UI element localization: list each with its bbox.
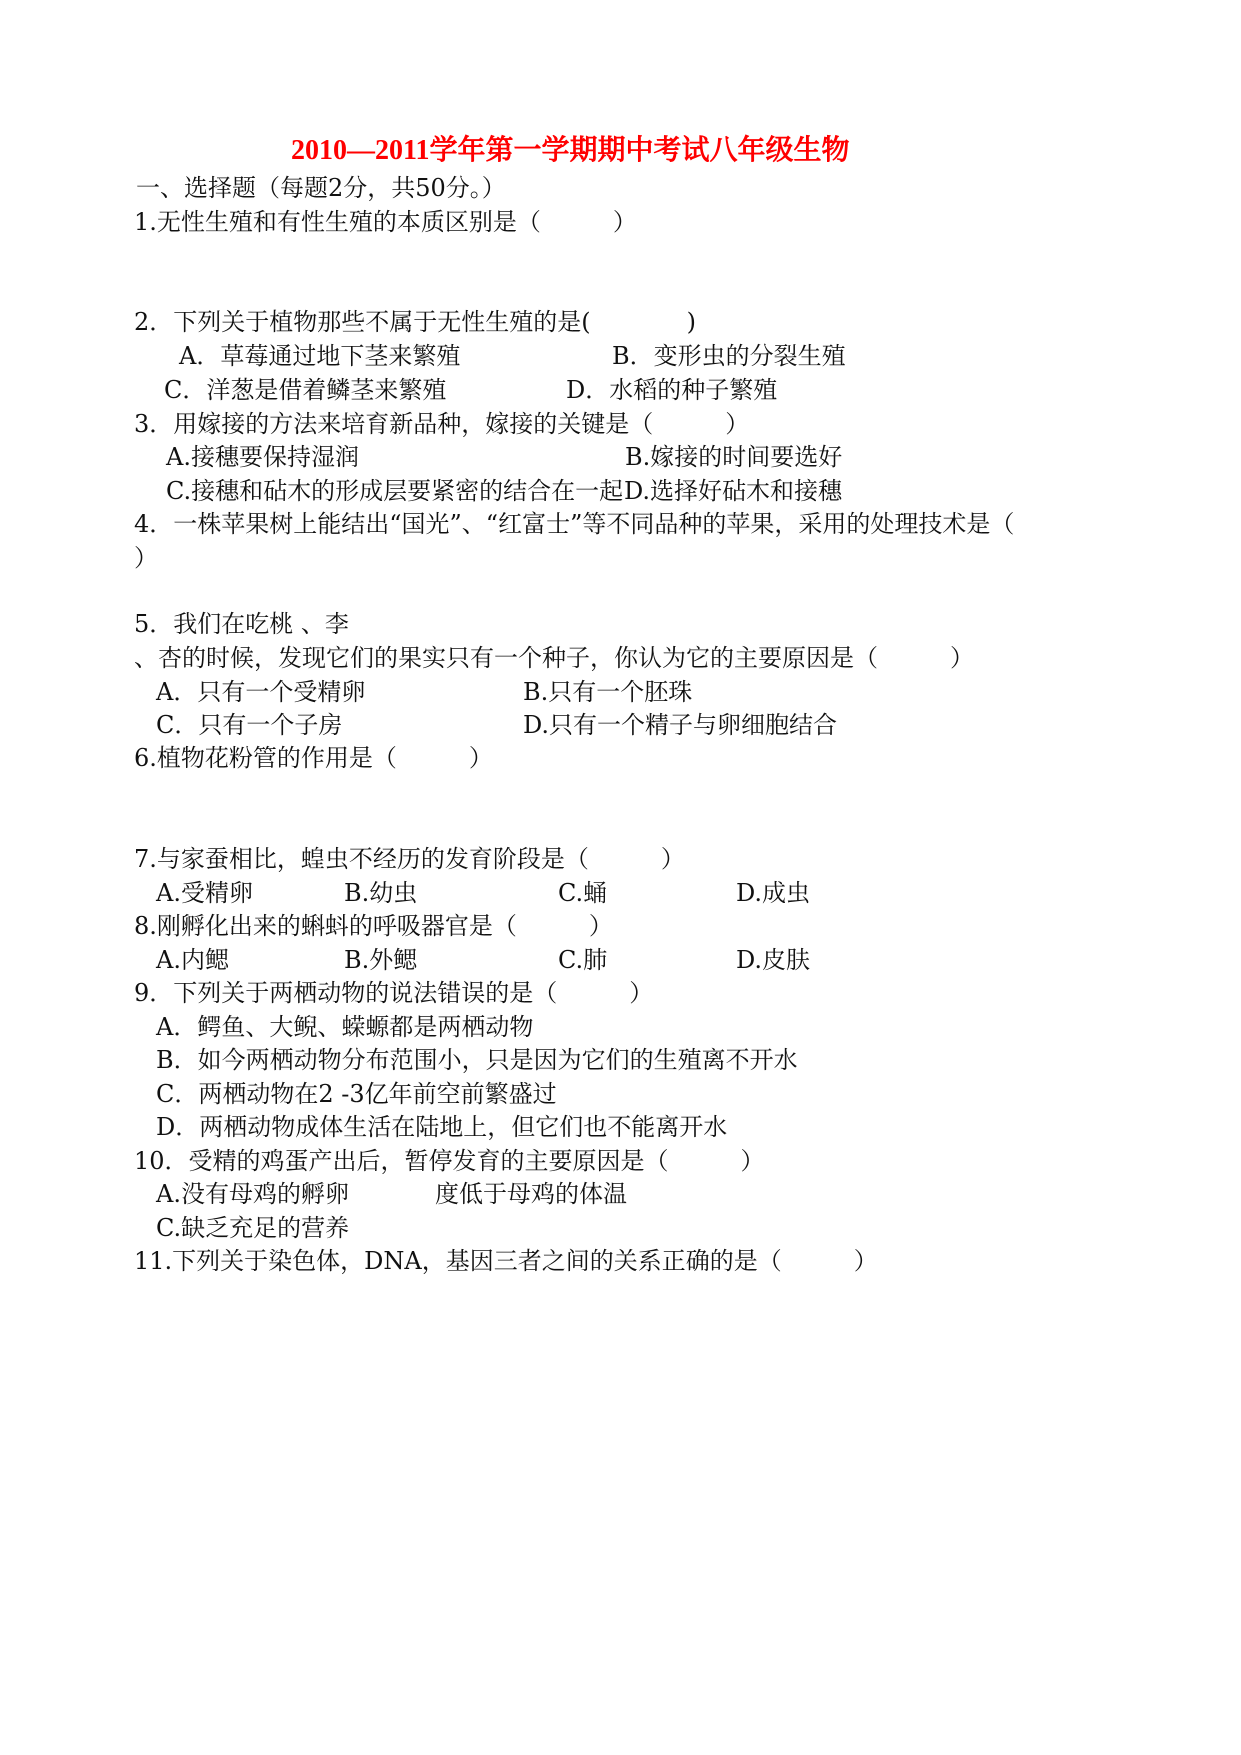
question-7-option-b: B.幼虫 bbox=[344, 879, 418, 907]
question-2-option-d: D．水稻的种子繁殖 bbox=[566, 376, 778, 404]
question-2-option-a: A．草莓通过地下茎来繁殖 bbox=[179, 342, 461, 370]
question-7-stem: 7.与家蚕相比，蝗虫不经历的发育阶段是（ ） bbox=[134, 845, 685, 873]
question-5-option-b: B.只有一个胚珠 bbox=[523, 678, 693, 706]
question-8-option-d: D.皮肤 bbox=[736, 946, 811, 974]
question-5-option-d: D.只有一个精子与卵细胞结合 bbox=[523, 711, 838, 739]
question-1-stem: 1.无性生殖和有性生殖的本质区别是（ ） bbox=[134, 208, 637, 236]
exam-title: 2010—2011学年第一学期期中考试八年级生物 bbox=[291, 135, 850, 166]
question-5-stem: 5．我们在吃桃 、李 bbox=[134, 610, 349, 638]
question-6-stem: 6.植物花粉管的作用是（ ） bbox=[134, 744, 493, 772]
question-10-option-c: C.缺乏充足的营养 bbox=[156, 1214, 350, 1242]
question-8-option-b: B.外鳃 bbox=[344, 946, 418, 974]
question-11-stem: 11.下列关于染色体，DNA，基因三者之间的关系正确的是（ ） bbox=[134, 1247, 878, 1275]
question-2-stem: 2．下列关于植物那些不属于无性生殖的是( ) bbox=[134, 308, 696, 336]
question-7-option-c: C.蛹 bbox=[558, 879, 608, 907]
question-9-stem: 9．下列关于两栖动物的说法错误的是（ ） bbox=[134, 979, 654, 1007]
question-9-option-c: C．两栖动物在2 -3亿年前空前繁盛过 bbox=[156, 1080, 557, 1108]
question-4-stem-continued: ） bbox=[134, 544, 158, 572]
question-9-option-a: A．鳄鱼、大鲵、蝾螈都是两栖动物 bbox=[156, 1013, 534, 1041]
question-5-option-c: C．只有一个子房 bbox=[156, 711, 343, 739]
question-5-stem-continued: 、杏的时候，发现它们的果实只有一个种子，你认为它的主要原因是（ ） bbox=[134, 644, 974, 672]
question-4-stem: 4．一株苹果树上能结出“国光”、“红富士”等不同品种的苹果，采用的处理技术是（ bbox=[134, 510, 1015, 538]
question-7-option-d: D.成虫 bbox=[736, 879, 811, 907]
question-2-option-c: C．洋葱是借着鳞茎来繁殖 bbox=[164, 376, 447, 404]
question-10-stem: 10．受精的鸡蛋产出后，暂停发育的主要原因是（ ） bbox=[134, 1147, 765, 1175]
question-3-option-b: B.嫁接的时间要选好 bbox=[625, 443, 843, 471]
question-10-option-b: 度低于母鸡的体温 bbox=[435, 1180, 627, 1208]
question-3-option-d: D.选择好砧木和接穗 bbox=[624, 477, 843, 505]
section-heading: 一、选择题（每题2分，共50分。） bbox=[136, 174, 506, 202]
question-9-option-b: B．如今两栖动物分布范围小，只是因为它们的生殖离不开水 bbox=[156, 1046, 798, 1074]
question-10-option-a: A.没有母鸡的孵卵 bbox=[156, 1180, 349, 1208]
question-3-option-c: C.接穗和砧木的形成层要紧密的结合在一起 bbox=[166, 477, 624, 505]
question-9-option-d: D．两栖动物成体生活在陆地上，但它们也不能离开水 bbox=[156, 1113, 728, 1141]
question-2-option-b: B．变形虫的分裂生殖 bbox=[612, 342, 846, 370]
question-5-option-a: A．只有一个受精卵 bbox=[156, 678, 366, 706]
question-8-option-c: C.肺 bbox=[558, 946, 608, 974]
question-8-stem: 8.刚孵化出来的蝌蚪的呼吸器官是（ ） bbox=[134, 912, 613, 940]
question-3-option-a: A.接穗要保持湿润 bbox=[166, 443, 359, 471]
question-7-option-a: A.受精卵 bbox=[156, 879, 253, 907]
question-8-option-a: A.内鳃 bbox=[156, 946, 229, 974]
question-3-stem: 3．用嫁接的方法来培育新品种，嫁接的关键是（ ） bbox=[134, 410, 750, 438]
